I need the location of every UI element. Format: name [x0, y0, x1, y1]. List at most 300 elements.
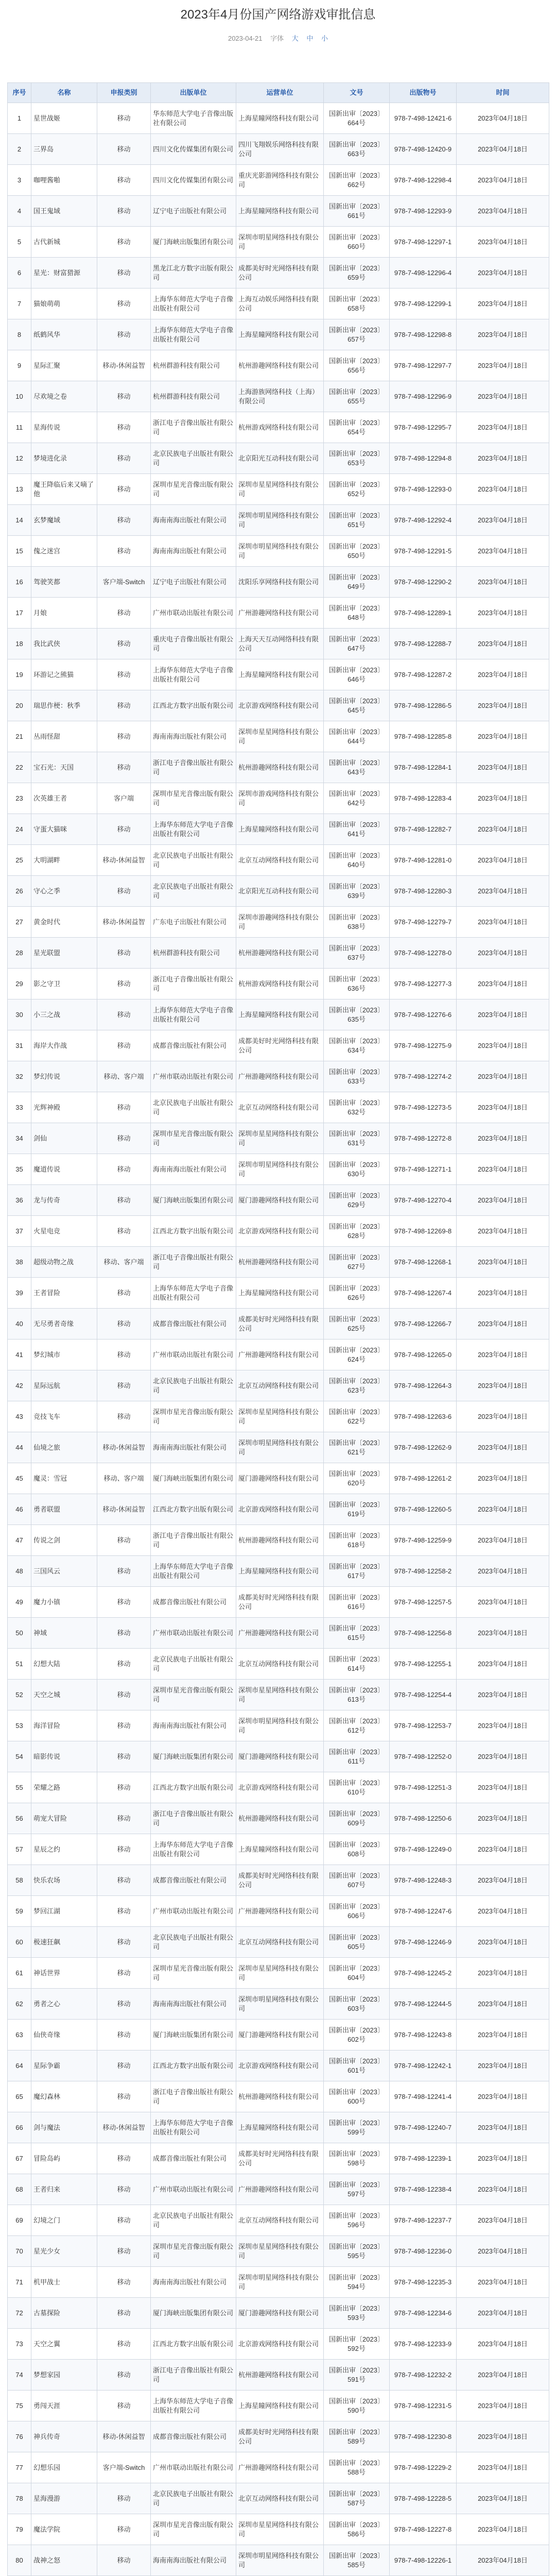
table-row: [8, 1525, 549, 1556]
cell-approval-no: 国新出审〔2023〕647号: [324, 629, 390, 659]
cell-date: 2023年04月18日: [457, 1618, 549, 1649]
cell-index: 52: [8, 1680, 31, 1710]
table-row: [8, 1092, 549, 1123]
cell-category: 移动-休闲益智: [97, 907, 151, 938]
cell-approval-no: 国新出审〔2023〕601号: [324, 2050, 390, 2081]
cell-game-name: 暗影传说: [31, 1741, 97, 1772]
cell-category: 移动: [97, 443, 151, 474]
col-header-publisher: 出版单位: [151, 83, 236, 103]
cell-publisher: 辽宁电子出版社有限公司: [151, 196, 236, 227]
cell-publisher: 深圳市星光音像出版有限公司: [151, 474, 236, 505]
cell-category: 移动: [97, 319, 151, 350]
font-size-label: 字体: [270, 35, 284, 42]
cell-operator: 厦门游趣网络科技有限公司: [236, 1185, 324, 1216]
cell-operator: 上海星瞳网络科技有限公司: [236, 1278, 324, 1309]
cell-publisher: 北京民族电子出版社有限公司: [151, 2483, 236, 2514]
table-row: [8, 1463, 549, 1494]
cell-isbn: 978-7-498-12295-7: [390, 412, 457, 443]
table-row: [8, 2050, 549, 2081]
cell-approval-no: 国新出审〔2023〕599号: [324, 2112, 390, 2143]
cell-category: 移动: [97, 1525, 151, 1556]
cell-date: 2023年04月18日: [457, 536, 549, 567]
cell-date: 2023年04月18日: [457, 567, 549, 598]
cell-index: 66: [8, 2112, 31, 2143]
cell-approval-no: 国新出审〔2023〕645号: [324, 690, 390, 721]
table-row: [8, 505, 549, 536]
cell-date: 2023年04月18日: [457, 1525, 549, 1556]
table-row: [8, 258, 549, 289]
cell-approval-no: 国新出审〔2023〕608号: [324, 1834, 390, 1865]
cell-isbn: 978-7-498-12242-1: [390, 2050, 457, 2081]
cell-category: 移动: [97, 196, 151, 227]
cell-game-name: 魔法学院: [31, 2514, 97, 2545]
cell-index: 50: [8, 1618, 31, 1649]
cell-approval-no: 国新出审〔2023〕609号: [324, 1803, 390, 1834]
cell-game-name: 勇者之心: [31, 1989, 97, 2020]
cell-category: 移动: [97, 690, 151, 721]
cell-date: 2023年04月18日: [457, 1401, 549, 1432]
cell-game-name: 星光联盟: [31, 938, 97, 969]
cell-approval-no: 国新出审〔2023〕610号: [324, 1772, 390, 1803]
cell-index: 47: [8, 1525, 31, 1556]
cell-isbn: 978-7-498-12293-0: [390, 474, 457, 505]
cell-date: 2023年04月18日: [457, 598, 549, 629]
cell-approval-no: 国新出审〔2023〕621号: [324, 1432, 390, 1463]
cell-isbn: 978-7-498-12298-4: [390, 165, 457, 196]
table-row: [8, 1865, 549, 1896]
table-row: [8, 319, 549, 350]
cell-publisher: 海南南海出版社有限公司: [151, 2267, 236, 2298]
cell-date: 2023年04月18日: [457, 165, 549, 196]
cell-date: 2023年04月18日: [457, 1958, 549, 1989]
cell-operator: 深圳市星星网络科技有限公司: [236, 474, 324, 505]
cell-date: 2023年04月18日: [457, 1432, 549, 1463]
cell-approval-no: 国新出审〔2023〕655号: [324, 381, 390, 412]
cell-publisher: 上海华东师范大学电子音像出版社有限公司: [151, 999, 236, 1030]
cell-game-name: 魔幻森林: [31, 2081, 97, 2112]
cell-operator: 上海星瞳网络科技有限公司: [236, 103, 324, 134]
cell-publisher: 上海华东师范大学电子音像出版社有限公司: [151, 659, 236, 690]
table-row: [8, 165, 549, 196]
cell-approval-no: 国新出审〔2023〕596号: [324, 2205, 390, 2236]
table-row: [8, 1772, 549, 1803]
cell-isbn: 978-7-498-12271-1: [390, 1154, 457, 1185]
cell-publisher: 深圳市星光音像出版有限公司: [151, 1680, 236, 1710]
table-row: [8, 969, 549, 999]
cell-approval-no: 国新出审〔2023〕638号: [324, 907, 390, 938]
cell-index: 13: [8, 474, 31, 505]
cell-operator: 杭州游戏网络科技有限公司: [236, 969, 324, 999]
cell-isbn: 978-7-498-12264-3: [390, 1370, 457, 1401]
cell-publisher: 广州市联动出版社有限公司: [151, 2174, 236, 2205]
cell-category: 移动: [97, 1865, 151, 1896]
table-row: [8, 1989, 549, 2020]
cell-category: 移动: [97, 2236, 151, 2267]
cell-game-name: 古墓探险: [31, 2298, 97, 2329]
cell-game-name: 萌宠大冒险: [31, 1803, 97, 1834]
cell-date: 2023年04月18日: [457, 1772, 549, 1803]
table-row: [8, 1649, 549, 1680]
cell-isbn: 978-7-498-12251-3: [390, 1772, 457, 1803]
cell-operator: 北京互动网络科技有限公司: [236, 2483, 324, 2514]
cell-publisher: 深圳市星光音像出版有限公司: [151, 1401, 236, 1432]
cell-date: 2023年04月18日: [457, 443, 549, 474]
table-row: [8, 2267, 549, 2298]
cell-index: 17: [8, 598, 31, 629]
cell-game-name: 梦幻城市: [31, 1340, 97, 1370]
cell-operator: 上海星瞳网络科技有限公司: [236, 659, 324, 690]
cell-approval-no: 国新出审〔2023〕588号: [324, 2452, 390, 2483]
cell-operator: 北京阳光互动科技有限公司: [236, 876, 324, 907]
cell-index: 10: [8, 381, 31, 412]
cell-index: 49: [8, 1587, 31, 1618]
cell-index: 45: [8, 1463, 31, 1494]
table-row: [8, 1061, 549, 1092]
cell-approval-no: 国新出审〔2023〕600号: [324, 2081, 390, 2112]
cell-isbn: 978-7-498-12280-3: [390, 876, 457, 907]
cell-date: 2023年04月18日: [457, 412, 549, 443]
cell-publisher: 成都音像出版社有限公司: [151, 1865, 236, 1896]
cell-category: 移动: [97, 1185, 151, 1216]
col-header-name: 名称: [31, 83, 97, 103]
cell-operator: 上海星瞳网络科技有限公司: [236, 2391, 324, 2421]
cell-game-name: 神兵传奇: [31, 2421, 97, 2452]
cell-isbn: 978-7-498-12283-4: [390, 783, 457, 814]
cell-publisher: 江西北方数字出版有限公司: [151, 2329, 236, 2360]
cell-publisher: 厦门海峡出版集团有限公司: [151, 2298, 236, 2329]
cell-publisher: 成都音像出版社有限公司: [151, 2421, 236, 2452]
cell-category: 移动: [97, 2514, 151, 2545]
cell-category: 移动: [97, 165, 151, 196]
cell-isbn: 978-7-498-12298-8: [390, 319, 457, 350]
cell-isbn: 978-7-498-12233-9: [390, 2329, 457, 2360]
cell-publisher: 厦门海峡出版集团有限公司: [151, 2020, 236, 2050]
cell-date: 2023年04月18日: [457, 1989, 549, 2020]
cell-game-name: 环游记之熊猫: [31, 659, 97, 690]
cell-publisher: 四川文化传媒集团有限公司: [151, 134, 236, 165]
cell-publisher: 浙江电子音像出版社有限公司: [151, 2081, 236, 2112]
cell-index: 60: [8, 1927, 31, 1958]
cell-isbn: 978-7-498-12286-5: [390, 690, 457, 721]
cell-approval-no: 国新出审〔2023〕626号: [324, 1278, 390, 1309]
cell-date: 2023年04月18日: [457, 319, 549, 350]
cell-approval-no: 国新出审〔2023〕614号: [324, 1649, 390, 1680]
cell-game-name: 幻境之门: [31, 2205, 97, 2236]
cell-approval-no: 国新出审〔2023〕640号: [324, 845, 390, 876]
cell-publisher: 海南南海出版社有限公司: [151, 536, 236, 567]
cell-category: 移动: [97, 134, 151, 165]
cell-category: 移动: [97, 659, 151, 690]
table-row: [8, 2483, 549, 2514]
cell-date: 2023年04月18日: [457, 1463, 549, 1494]
table-row: [8, 1154, 549, 1185]
cell-index: 64: [8, 2050, 31, 2081]
cell-isbn: 978-7-498-12247-6: [390, 1896, 457, 1927]
cell-index: 37: [8, 1216, 31, 1247]
cell-isbn: 978-7-498-12290-2: [390, 567, 457, 598]
cell-operator: 杭州游趣网络科技有限公司: [236, 752, 324, 783]
cell-category: 移动: [97, 2483, 151, 2514]
table-row: [8, 1741, 549, 1772]
cell-operator: 深圳市明星网络科技有限公司: [236, 1154, 324, 1185]
cell-game-name: 古代新城: [31, 227, 97, 258]
cell-index: 77: [8, 2452, 31, 2483]
cell-category: 移动: [97, 2020, 151, 2050]
cell-publisher: 上海华东师范大学电子音像出版社有限公司: [151, 319, 236, 350]
cell-operator: 成都美好时光网络科技有限公司: [236, 258, 324, 289]
cell-isbn: 978-7-498-12256-8: [390, 1618, 457, 1649]
table-row: [8, 2236, 549, 2267]
cell-game-name: 次英雄王者: [31, 783, 97, 814]
cell-publisher: 上海华东师范大学电子音像出版社有限公司: [151, 1278, 236, 1309]
cell-operator: 深圳市明星网络科技有限公司: [236, 1432, 324, 1463]
cell-publisher: 上海华东师范大学电子音像出版社有限公司: [151, 1834, 236, 1865]
cell-date: 2023年04月18日: [457, 1865, 549, 1896]
cell-category: 移动: [97, 1278, 151, 1309]
cell-approval-no: 国新出审〔2023〕607号: [324, 1865, 390, 1896]
cell-category: 移动: [97, 2298, 151, 2329]
cell-publisher: 江西北方数字出版有限公司: [151, 1772, 236, 1803]
cell-category: 移动: [97, 752, 151, 783]
cell-approval-no: 国新出审〔2023〕605号: [324, 1927, 390, 1958]
cell-game-name: 守心之季: [31, 876, 97, 907]
cell-index: 4: [8, 196, 31, 227]
cell-index: 30: [8, 999, 31, 1030]
cell-publisher: 华东师范大学电子音像出版社有限公司: [151, 103, 236, 134]
font-size-large-button[interactable]: 大: [291, 35, 299, 42]
cell-publisher: 北京民族电子出版社有限公司: [151, 1092, 236, 1123]
cell-isbn: 978-7-498-12292-4: [390, 505, 457, 536]
cell-game-name: 国王鬼域: [31, 196, 97, 227]
cell-category: 移动-休闲益智: [97, 350, 151, 381]
cell-date: 2023年04月18日: [457, 1092, 549, 1123]
cell-category: 移动: [97, 2174, 151, 2205]
cell-operator: 北京游戏网络科技有限公司: [236, 690, 324, 721]
cell-isbn: 978-7-498-12236-0: [390, 2236, 457, 2267]
cell-isbn: 978-7-498-12227-8: [390, 2514, 457, 2545]
cell-publisher: 浙江电子音像出版社有限公司: [151, 969, 236, 999]
cell-index: 14: [8, 505, 31, 536]
cell-isbn: 978-7-498-12253-7: [390, 1710, 457, 1741]
cell-operator: 成都美好时光网络科技有限公司: [236, 2143, 324, 2174]
cell-publisher: 厦门海峡出版集团有限公司: [151, 1185, 236, 1216]
cell-category: 移动: [97, 938, 151, 969]
cell-isbn: 978-7-498-12261-2: [390, 1463, 457, 1494]
cell-game-name: 幻想乐园: [31, 2452, 97, 2483]
cell-approval-no: 国新出审〔2023〕653号: [324, 443, 390, 474]
cell-category: 移动: [97, 1710, 151, 1741]
cell-date: 2023年04月18日: [457, 1494, 549, 1525]
cell-date: 2023年04月18日: [457, 690, 549, 721]
cell-isbn: 978-7-498-12267-4: [390, 1278, 457, 1309]
table-row: [8, 2020, 549, 2050]
cell-index: 9: [8, 350, 31, 381]
cell-operator: 上海互动娱乐网络科技有限公司: [236, 289, 324, 319]
cell-publisher: 上海华东师范大学电子音像出版社有限公司: [151, 1556, 236, 1587]
col-header-approval-no: 文号: [324, 83, 390, 103]
cell-game-name: 魔王降临后来又嘀了他: [31, 474, 97, 505]
cell-approval-no: 国新出审〔2023〕657号: [324, 319, 390, 350]
cell-operator: 深圳市星星网络科技有限公司: [236, 1958, 324, 1989]
table-row: [8, 598, 549, 629]
cell-date: 2023年04月18日: [457, 2081, 549, 2112]
cell-category: 移动-休闲益智: [97, 1494, 151, 1525]
cell-category: 移动: [97, 1772, 151, 1803]
cell-isbn: 978-7-498-12297-7: [390, 350, 457, 381]
cell-isbn: 978-7-498-12235-3: [390, 2267, 457, 2298]
cell-date: 2023年04月18日: [457, 1680, 549, 1710]
cell-game-name: 梦想家园: [31, 2360, 97, 2391]
cell-date: 2023年04月18日: [457, 2143, 549, 2174]
cell-category: 移动: [97, 227, 151, 258]
cell-date: 2023年04月18日: [457, 1309, 549, 1340]
cell-approval-no: 国新出审〔2023〕606号: [324, 1896, 390, 1927]
table-row: [8, 721, 549, 752]
cell-operator: 成都美好时光网络科技有限公司: [236, 1030, 324, 1061]
table-row: [8, 1123, 549, 1154]
cell-index: 75: [8, 2391, 31, 2421]
table-row: [8, 350, 549, 381]
cell-approval-no: 国新出审〔2023〕637号: [324, 938, 390, 969]
cell-operator: 深圳市星星网络科技有限公司: [236, 1401, 324, 1432]
cell-isbn: 978-7-498-12254-4: [390, 1680, 457, 1710]
cell-approval-no: 国新出审〔2023〕623号: [324, 1370, 390, 1401]
cell-publisher: 浙江电子音像出版社有限公司: [151, 1525, 236, 1556]
table-row: [8, 1680, 549, 1710]
cell-operator: 广州游趣网络科技有限公司: [236, 2452, 324, 2483]
cell-approval-no: 国新出审〔2023〕661号: [324, 196, 390, 227]
cell-publisher: 上海华东师范大学电子音像出版社有限公司: [151, 814, 236, 845]
cell-publisher: 广州市联动出版社有限公司: [151, 1061, 236, 1092]
cell-approval-no: 国新出审〔2023〕587号: [324, 2483, 390, 2514]
font-size-small-button[interactable]: 小: [321, 35, 328, 42]
cell-operator: 杭州游趣网络科技有限公司: [236, 1525, 324, 1556]
cell-index: 7: [8, 289, 31, 319]
cell-operator: 上海星瞳网络科技有限公司: [236, 814, 324, 845]
cell-category: 移动: [97, 1340, 151, 1370]
table-row: [8, 783, 549, 814]
cell-date: 2023年04月18日: [457, 1030, 549, 1061]
table-row: [8, 1710, 549, 1741]
cell-operator: 厦门游趣网络科技有限公司: [236, 2020, 324, 2050]
cell-operator: 杭州游趣网络科技有限公司: [236, 938, 324, 969]
cell-approval-no: 国新出审〔2023〕650号: [324, 536, 390, 567]
cell-game-name: 极速狂飙: [31, 1927, 97, 1958]
cell-index: 69: [8, 2205, 31, 2236]
cell-operator: 广州游趣网络科技有限公司: [236, 2174, 324, 2205]
cell-game-name: 星际争霸: [31, 2050, 97, 2081]
table-row: [8, 876, 549, 907]
cell-category: 移动: [97, 1834, 151, 1865]
cell-publisher: 厦门海峡出版集团有限公司: [151, 227, 236, 258]
cell-date: 2023年04月18日: [457, 1803, 549, 1834]
cell-game-name: 星光少女: [31, 2236, 97, 2267]
cell-index: 18: [8, 629, 31, 659]
approval-table: [7, 82, 549, 2576]
cell-operator: 上海星瞳网络科技有限公司: [236, 196, 324, 227]
cell-date: 2023年04月18日: [457, 721, 549, 752]
cell-index: 33: [8, 1092, 31, 1123]
cell-category: 移动-休闲益智: [97, 1432, 151, 1463]
cell-date: 2023年04月18日: [457, 2329, 549, 2360]
cell-approval-no: 国新出审〔2023〕616号: [324, 1587, 390, 1618]
cell-game-name: 神话世界: [31, 1958, 97, 1989]
cell-game-name: 咖哩酱啪: [31, 165, 97, 196]
table-body: [8, 103, 549, 2576]
cell-approval-no: 国新出审〔2023〕611号: [324, 1741, 390, 1772]
cell-category: 移动: [97, 1896, 151, 1927]
cell-publisher: 江西北方数字出版有限公司: [151, 690, 236, 721]
cell-index: 38: [8, 1247, 31, 1278]
cell-date: 2023年04月18日: [457, 1123, 549, 1154]
table-row: [8, 2421, 549, 2452]
cell-date: 2023年04月18日: [457, 2545, 549, 2576]
cell-operator: 北京互动网络科技有限公司: [236, 1092, 324, 1123]
cell-index: 39: [8, 1278, 31, 1309]
cell-category: 移动: [97, 999, 151, 1030]
table-row: [8, 1896, 549, 1927]
font-size-medium-button[interactable]: 中: [306, 35, 314, 42]
cell-category: 移动: [97, 1030, 151, 1061]
cell-index: 35: [8, 1154, 31, 1185]
cell-index: 24: [8, 814, 31, 845]
cell-approval-no: 国新出审〔2023〕625号: [324, 1309, 390, 1340]
table-row: [8, 2205, 549, 2236]
cell-index: 54: [8, 1741, 31, 1772]
cell-operator: 广州游趣网络科技有限公司: [236, 598, 324, 629]
cell-category: 移动: [97, 1649, 151, 1680]
cell-approval-no: 国新出审〔2023〕639号: [324, 876, 390, 907]
cell-approval-no: 国新出审〔2023〕651号: [324, 505, 390, 536]
cell-operator: 深圳市星星网络科技有限公司: [236, 1123, 324, 1154]
cell-index: 56: [8, 1803, 31, 1834]
cell-publisher: 广东电子出版社有限公司: [151, 907, 236, 938]
cell-date: 2023年04月18日: [457, 1061, 549, 1092]
cell-game-name: 梦回江湖: [31, 1896, 97, 1927]
cell-publisher: 北京民族电子出版社有限公司: [151, 876, 236, 907]
cell-publisher: 海南南海出版社有限公司: [151, 505, 236, 536]
cell-category: 移动: [97, 876, 151, 907]
cell-date: 2023年04月18日: [457, 1556, 549, 1587]
cell-publisher: 深圳市星光音像出版有限公司: [151, 1123, 236, 1154]
table-row: [8, 814, 549, 845]
cell-isbn: 978-7-498-12275-9: [390, 1030, 457, 1061]
table-row: [8, 845, 549, 876]
cell-category: 移动: [97, 1309, 151, 1340]
cell-date: 2023年04月18日: [457, 1587, 549, 1618]
cell-publisher: 深圳市星光音像出版有限公司: [151, 783, 236, 814]
cell-approval-no: 国新出审〔2023〕613号: [324, 1680, 390, 1710]
cell-index: 29: [8, 969, 31, 999]
cell-isbn: 978-7-498-12285-8: [390, 721, 457, 752]
cell-game-name: 瑞思作梗：秋季: [31, 690, 97, 721]
table-row: [8, 1958, 549, 1989]
cell-index: 27: [8, 907, 31, 938]
cell-date: 2023年04月18日: [457, 969, 549, 999]
cell-category: 移动: [97, 474, 151, 505]
cell-game-name: 天空之城: [31, 1680, 97, 1710]
cell-index: 23: [8, 783, 31, 814]
table-row: [8, 1030, 549, 1061]
cell-date: 2023年04月18日: [457, 2020, 549, 2050]
cell-date: 2023年04月18日: [457, 2514, 549, 2545]
table-row: [8, 1803, 549, 1834]
cell-date: 2023年04月18日: [457, 2174, 549, 2205]
cell-date: 2023年04月18日: [457, 1370, 549, 1401]
cell-index: 65: [8, 2081, 31, 2112]
cell-approval-no: 国新出审〔2023〕659号: [324, 258, 390, 289]
cell-game-name: 剑与魔法: [31, 2112, 97, 2143]
